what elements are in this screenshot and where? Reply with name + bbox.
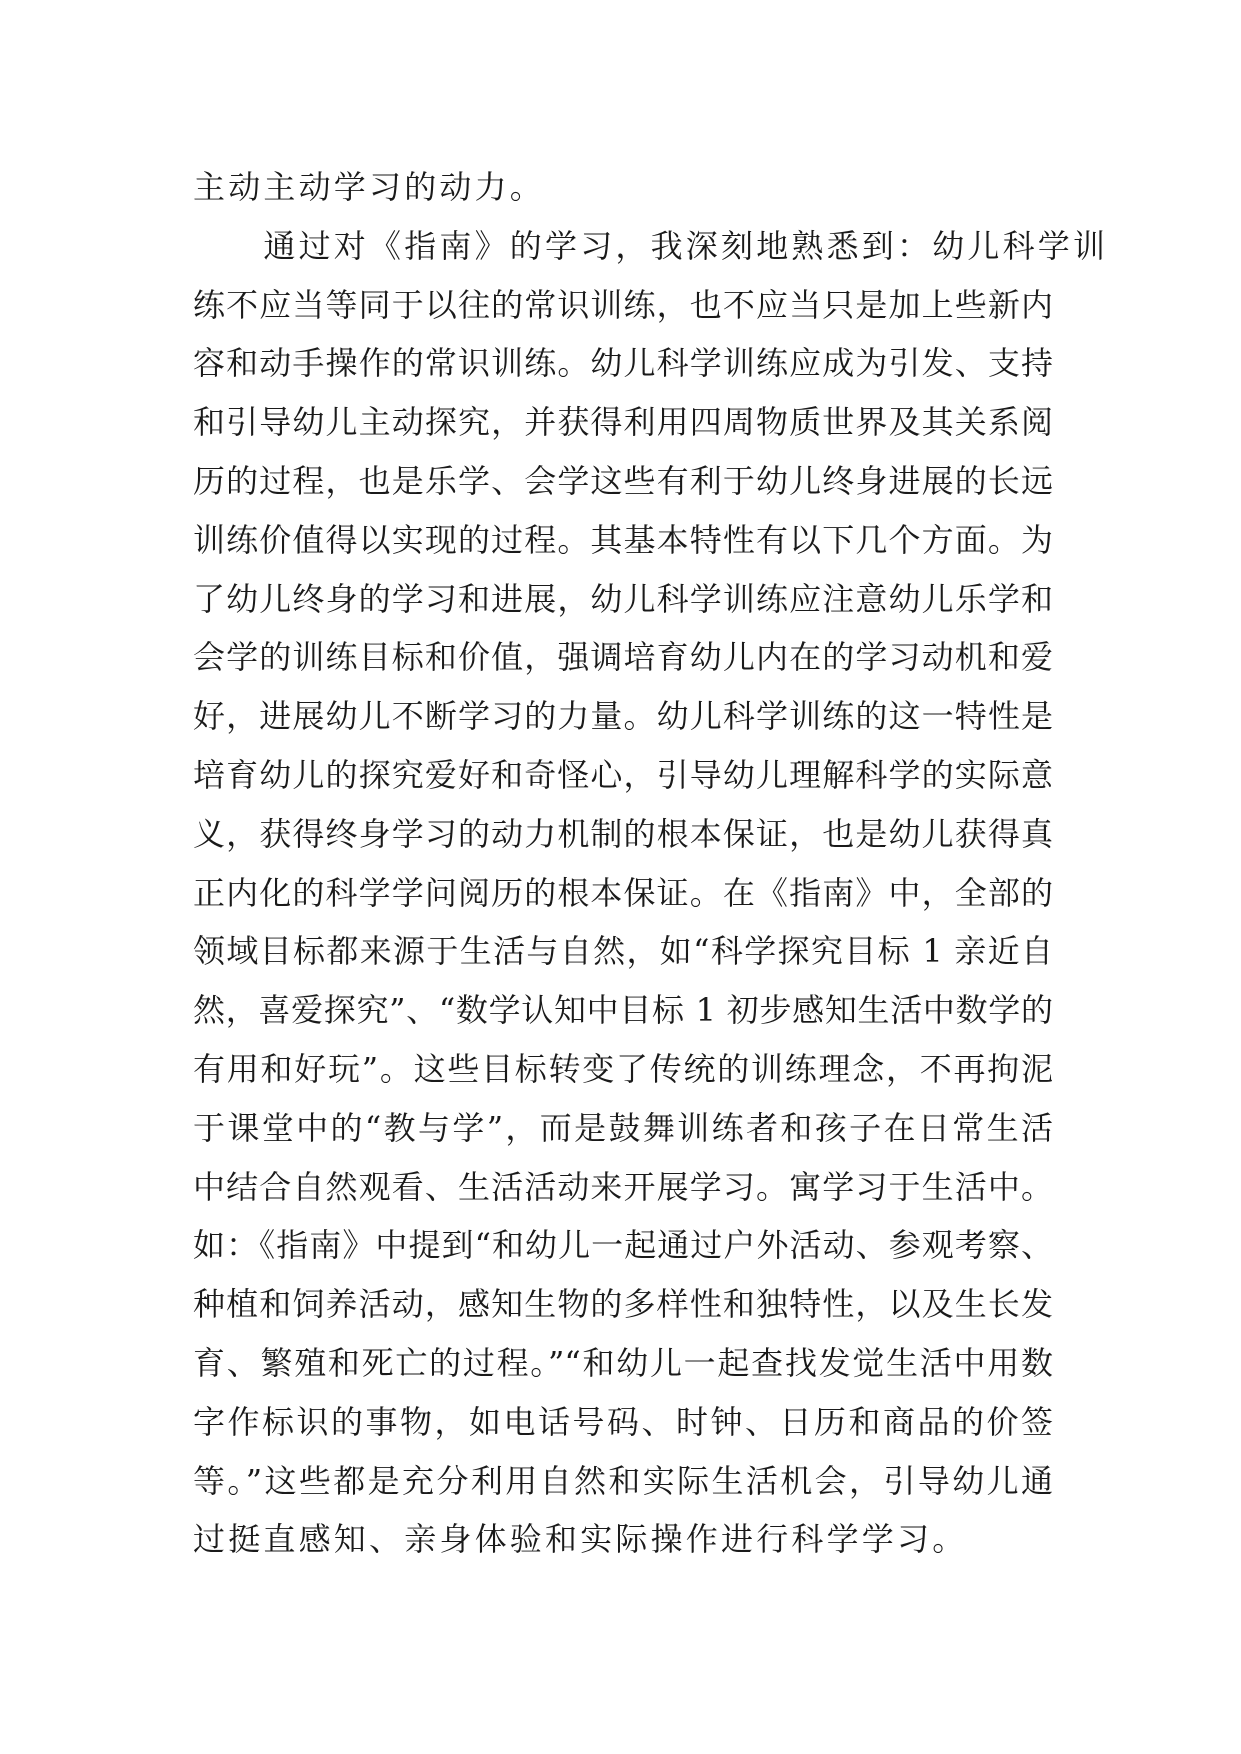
text-line: 有用和好玩”。这些目标转变了传统的训练理念，不再拘泥 <box>193 1049 1053 1088</box>
text-line: 和引导幼儿主动探究，并获得利用四周物质世界及其关系阅 <box>193 403 1053 442</box>
text-line: 种植和饲养活动，感知生物的多样性和独特性，以及生长发 <box>193 1285 1053 1324</box>
text-line: 领域目标都来源于生活与自然，如“科学探究目标 1 亲近自 <box>193 932 1053 971</box>
text-line: 主动主动学习的动力。 <box>193 168 546 206</box>
text-line: 等。”这些都是充分利用自然和实际生活机会，引导幼儿通 <box>193 1461 1053 1500</box>
text-line: 正内化的科学学问阅历的根本保证。在《指南》中，全部的 <box>193 873 1053 912</box>
text-line: 通过对《指南》的学习，我深刻地熟悉到：幼儿科学训 <box>193 226 1109 265</box>
text-line: 中结合自然观看、生活活动来开展学习。寓学习于生活中。 <box>193 1167 1053 1206</box>
body-text <box>193 158 1109 1569</box>
text-line: 容和动手操作的常识训练。幼儿科学训练应成为引发、支持 <box>193 344 1053 383</box>
text-line: 于课堂中的“教与学”，而是鼓舞训练者和孩子在日常生活 <box>193 1108 1053 1147</box>
text-line: 义，获得终身学习的动力机制的根本保证，也是幼儿获得真 <box>193 814 1053 853</box>
text-line: 练不应当等同于以往的常识训练，也不应当只是加上些新内 <box>193 285 1053 324</box>
text-line: 训练价值得以实现的过程。其基本特性有以下几个方面。为 <box>193 520 1053 559</box>
text-line: 过挺直感知、亲身体验和实际操作进行科学学习。 <box>193 1520 968 1559</box>
text-line: 字作标识的事物，如电话号码、时钟、日历和商品的价签 <box>193 1402 1053 1441</box>
text-line: 会学的训练目标和价值，强调培育幼儿内在的学习动机和爱 <box>193 638 1053 677</box>
text-line: 培育幼儿的探究爱好和奇怪心，引导幼儿理解科学的实际意 <box>193 755 1053 794</box>
text-line: 了幼儿终身的学习和进展，幼儿科学训练应注意幼儿乐学和 <box>193 579 1053 618</box>
text-line: 好，进展幼儿不断学习的力量。幼儿科学训练的这一特性是 <box>193 697 1053 736</box>
text-line: 历的过程，也是乐学、会学这些有利于幼儿终身进展的长远 <box>193 461 1053 500</box>
text-line: 然，喜爱探究”、“数学认知中目标 1 初步感知生活中数学的 <box>193 991 1053 1030</box>
text-line: 如：《指南》中提到“和幼儿一起通过户外活动、参观考察、 <box>193 1226 1053 1265</box>
text-line: 育、繁殖和死亡的过程。”“和幼儿一起查找发觉生活中用数 <box>193 1343 1053 1382</box>
